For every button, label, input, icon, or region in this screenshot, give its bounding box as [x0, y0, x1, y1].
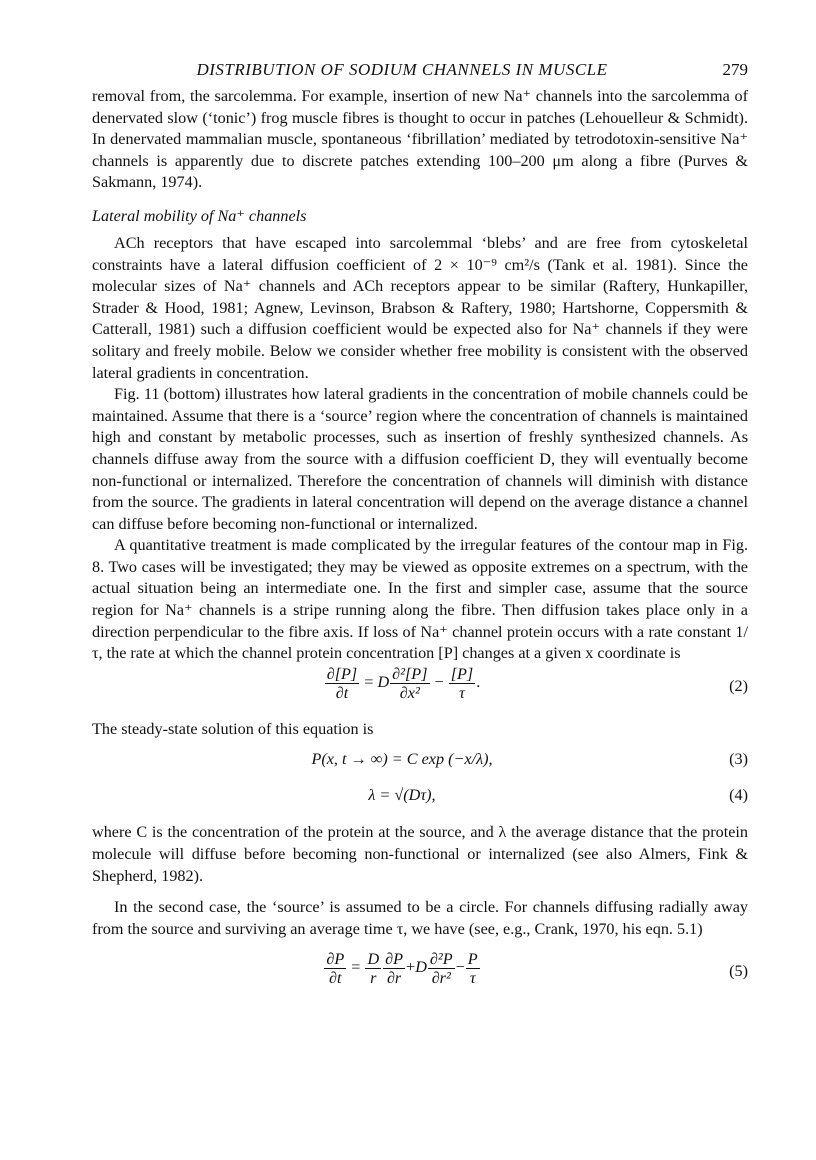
- eq5-term-d: $\frac{P}{\tau}$: [467, 950, 478, 988]
- section-heading: Lateral mobility of Na⁺ channels: [92, 206, 307, 225]
- page-header: [92, 56, 748, 86]
- running-title: DISTRIBUTION OF SODIUM CHANNELS IN MUSCLE: [196, 60, 608, 79]
- equation-4-number: (4): [729, 786, 748, 805]
- paragraph-5: The steady-state solution of this equation is: [92, 719, 374, 738]
- eq2-term2: $\frac{[P]}{\tau}$: [450, 664, 474, 702]
- equation-5: $\frac{\partial P}{\partial t}$ = $\frac{D}{r}$ $\frac{\partial P}{\partial r}$ +D $\frac{\text{∂²P}}{\text{∂r²}}$ − $\frac{P}{\tau}$ (5): [326, 950, 748, 988]
- equation-3-number: (3): [729, 750, 748, 769]
- page-number: 279: [722, 60, 748, 79]
- paragraph-6: where C is the concentration of the protein at the source, and λ the average distance that the protein molecule will diffuse before becoming non-functional or internalized (see also Almers, Fink & Shepherd, 1982).: [92, 823, 748, 885]
- equation-2: $\frac{\partial[P]}{\partial t}$ = D $\frac{\text{∂²[P]}}{\text{∂x²}}$ − $\frac{[P]}{\tau}$ . (2): [326, 664, 748, 702]
- paragraph-1: removal from, the sarcolemma. For example, insertion of new Na⁺ channels into the sarcolemma of denervated slow (‘tonic’) frog muscle fibres is thought to occur in patches (Lehouelleur & Schmidt). In denervated mammalian muscle, spontaneous ‘fibrillation’ mediated by tetrodotoxin-sensitive Na⁺ channels is apparently due to discrete patches extending 100–200 μm along a fibre (Purves & Sakmann, 1974).: [92, 87, 748, 192]
- equation-3: [92, 750, 748, 776]
- equation-3-body: P(x, t → ∞) = C exp (−x/λ),: [311, 750, 493, 769]
- equation-4-body: λ = √(Dτ),: [368, 786, 436, 805]
- equation-4: [92, 786, 748, 812]
- equation-5-number: (5): [729, 962, 748, 981]
- eq5-term-a: $\frac{D}{r}$: [367, 950, 380, 988]
- paragraph-2: ACh receptors that have escaped into sarcolemmal ‘blebs’ and are free from cytoskeletal constraints have a lateral diffusion coefficient of 2 × 10⁻⁹ cm²/s (Tank et al. 1981). Since the molecular sizes of Na⁺ channels and ACh receptors appear to be similar (Raftery, Hunkapiller, Strader & Hood, 1981; Agnew, Levinson, Brabson & Raftery, 1980; Hartshorne, Coppersmith & Catterall, 1981) such a diffusion coefficient would be expected also for Na⁺ channels if they were solitary and freely mobile. Below we consider whether free mobility is consistent with the observed lateral gradients in concentration.: [92, 233, 748, 382]
- paragraph-3: Fig. 11 (bottom) illustrates how lateral gradients in the concentration of mobile channels could be maintained. Assume that there is a ‘source’ region where the concentration of channels is maintained high and constant by metabolic processes, such as insertion of freshly synthesized channels. As channels diffuse away from the source with a diffusion coefficient D, they will eventually become non-functional or internalized. Therefore the concentration of channels will diminish with distance from the source. The gradients in lateral concentration will depend on the average distance a channel can diffuse before becoming non-functional or internalized.: [92, 385, 748, 533]
- equation-2-number: (2): [729, 676, 748, 695]
- eq5-term-b: $\frac{\partial P}{\partial r}$: [385, 950, 404, 988]
- page: [92, 56, 748, 994]
- paragraph-4: A quantitative treatment is made complicated by the irregular features of the contour map in Fig. 8. Two cases will be investigated; they may be viewed as opposite extremes on a spectrum, with the actual situation being an intermediate one. In the first and simpler case, assume that the source region for Na⁺ channels is a stripe running along the fibre. Then diffusion takes place only in a direction perpendicular to the fibre axis. If loss of Na⁺ channel protein occurs with a rate constant 1/τ, the rate at which the channel protein concentration [P] changes at a given x coordinate is: [92, 536, 748, 663]
- paragraph-7: In the second case, the ‘source’ is assumed to be a circle. For channels diffusing radially away from the source and surviving an average time τ, we have (see, e.g., Crank, 1970, his eqn. 5.1): [92, 898, 748, 938]
- eq2-term1: $\frac{\text{∂²[P]}}{\text{∂x²}}$: [392, 664, 428, 702]
- eq2-lhs: $\frac{\partial[P]}{\partial t}$: [326, 664, 358, 702]
- eq5-term-c: $\frac{\text{∂²P}}{\text{∂r²}}$: [429, 950, 453, 988]
- eq5-lhs: $\frac{\partial P}{\partial t}$: [326, 950, 345, 988]
